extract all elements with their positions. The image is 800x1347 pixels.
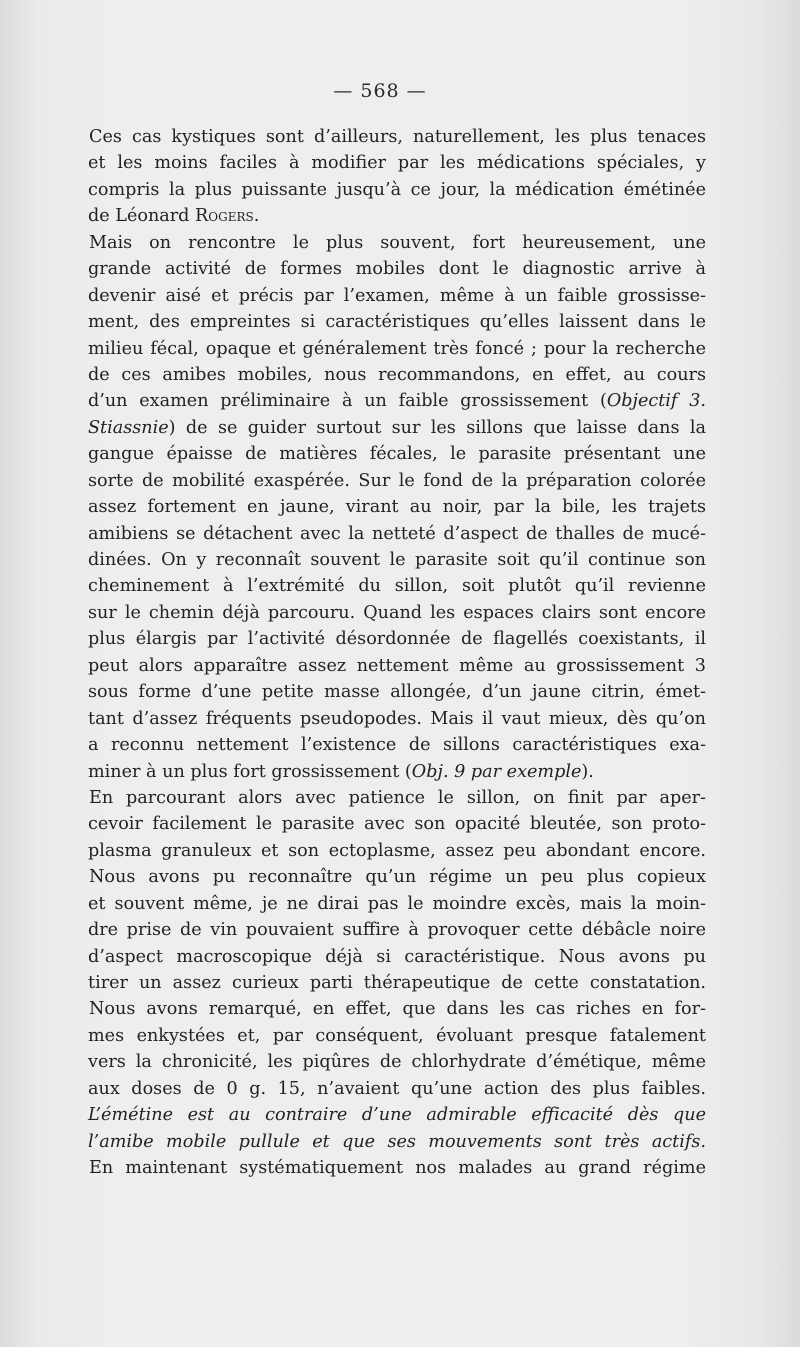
text-line: et souvent même, je ne dirai pas le moindre excès, mais la moin-: [88, 893, 706, 914]
text-line: [88, 415, 706, 441]
text-line: Nous avons remarqué, en effet, que dans les cas riches en for-: [89, 999, 706, 1020]
text-line: ment, des empreintes si caractéristiques qu’elles laissent dans le: [88, 312, 706, 333]
text-line: a reconnu nettement l’existence de sillons caractéristiques exa-: [88, 735, 706, 756]
text-line: cevoir facilement le parasite avec son opacité bleutée, son proto-: [88, 814, 706, 835]
text-line: peut alors apparaître assez nettement même au grossissement 3: [88, 655, 706, 676]
text-line: Ces cas kystiques sont d’ailleurs, naturellement, les plus tenaces: [89, 127, 706, 147]
text-line: sous forme d’une petite masse allongée, d’un jaune citrin, émet-: [88, 682, 706, 703]
text-fragment: de Léonard: [88, 206, 196, 227]
text-line: sorte de mobilité exaspérée. Sur le fond de la préparation colorée: [88, 470, 706, 491]
italic-line: L’émétine est au contraire d’une admirable efficacité dès que: [88, 1105, 706, 1126]
author-name: Rogers.: [195, 206, 260, 227]
text-line: dre prise de vin pouvaient suffire à provoquer cette débâcle noire: [88, 920, 706, 941]
text-line: assez fortement en jaune, virant au noir, par la bile, les trajets: [88, 497, 706, 518]
text-line: Mais on rencontre le plus souvent, fort heureusement, une: [89, 232, 706, 253]
text-line: aux doses de 0 g. 15, n’avaient qu’une action des plus faibles.: [88, 1078, 706, 1099]
text-line: dinées. On y reconnaît souvent le parasite soit qu’il continue son: [88, 550, 706, 570]
text-line: amibiens se détachent avec la netteté d’aspect de thalles de mucé-: [88, 523, 706, 544]
text-line: et les moins faciles à modifier par les médications spéciales, y: [88, 153, 706, 174]
text-line: de ces amibes mobiles, nous recommandons, en effet, au cours: [88, 364, 706, 385]
italic-reference: Stiassnie: [88, 417, 169, 438]
text-fragment: ).: [581, 761, 594, 782]
text-line: cheminement à l’extrémité du sillon, soit plutôt qu’il revienne: [88, 576, 706, 597]
text-fragment: miner à un plus fort grossissement (: [88, 761, 412, 782]
text-line: d’aspect macroscopique déjà si caractéristique. Nous avons pu: [88, 946, 706, 967]
text-line: [88, 203, 706, 229]
text-line: mes enkystées et, par conséquent, évoluant presque fatalement: [88, 1025, 706, 1046]
text-line: grande activité de formes mobiles dont le diagnostic arrive à: [88, 259, 706, 280]
text-line: plus élargis par l’activité désordonnée de flagellés coexistants, il: [88, 629, 706, 650]
body-text: [88, 124, 706, 1182]
text-fragment: ) de se guider surtout sur les sillons que laisse dans la: [168, 417, 706, 438]
italic-reference: Objectif 3.: [606, 391, 706, 412]
italic-line: l’amibe mobile pullule et que ses mouvements sont très actifs.: [88, 1131, 706, 1152]
text-line: gangue épaisse de matières fécales, le parasite présentant une: [88, 444, 706, 465]
text-line: tirer un assez curieux parti thérapeutique de cette constatation.: [88, 973, 706, 993]
text-line: Nous avons pu reconnaître qu’un régime un peu plus copieux: [89, 867, 706, 888]
text-line: milieu fécal, opaque et généralement très foncé ; pour la recherche: [88, 338, 706, 359]
text-line: [88, 388, 706, 414]
italic-reference: Obj. 9 par exemple: [411, 761, 582, 782]
text-line: En parcourant alors avec patience le sillon, on finit par aper-: [89, 787, 706, 808]
text-line: devenir aisé et précis par l’examen, même à un faible grossisse-: [88, 285, 706, 306]
text-fragment: d’un examen préliminaire à un faible grossissement (: [88, 391, 607, 412]
text-line: sur le chemin déjà parcouru. Quand les espaces clairs sont encore: [88, 602, 706, 623]
page-number: — 568 —: [333, 80, 427, 102]
text-line: En maintenant systématiquement nos malades au grand régime: [89, 1158, 706, 1179]
text-line: tant d’assez fréquents pseudopodes. Mais il vaut mieux, dès qu’on: [88, 708, 706, 729]
text-line: vers la chronicité, les piqûres de chlorhydrate d’émétique, même: [88, 1052, 706, 1073]
text-line: compris la plus puissante jusqu’à ce jour, la médication émétinée: [88, 179, 706, 200]
text-line: plasma granuleux et son ectoplasme, assez peu abondant encore.: [88, 840, 706, 861]
text-line: [88, 759, 706, 785]
